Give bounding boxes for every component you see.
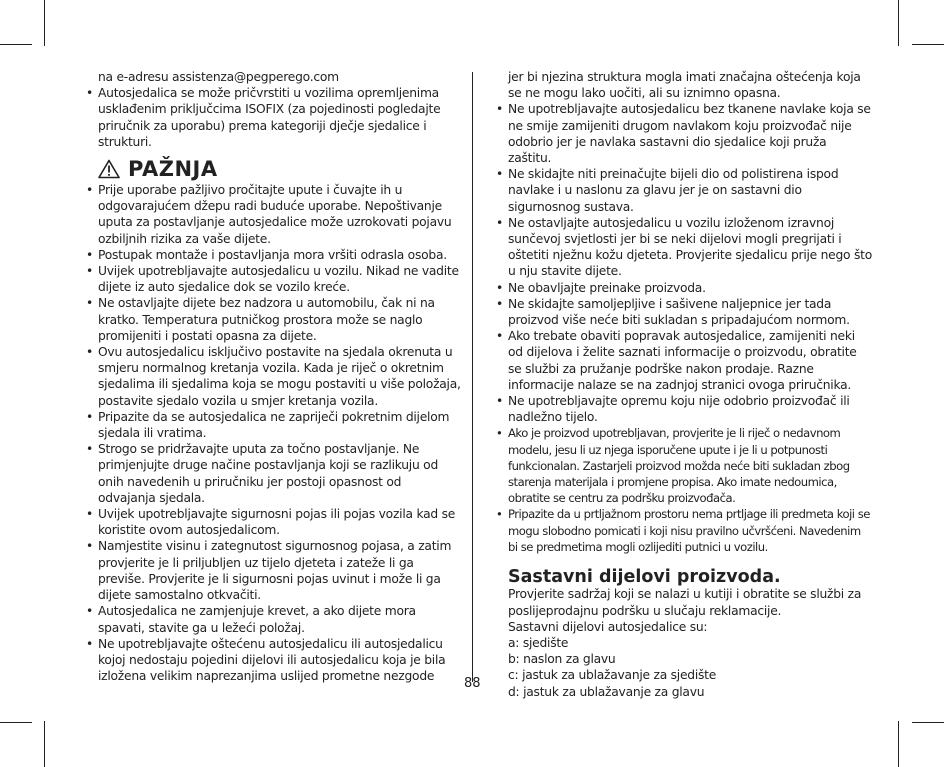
warning-triangle-icon [98, 159, 120, 179]
intro-list [86, 85, 462, 150]
list-item: • Ako je proizvod upotrebljavan, provjerite je li riječ o nedavnom modelu, jesu li uz njega isporučene upute i je li u potpunosti funkcionalan. Zastarjeli proizvod možda neće biti sukladan zbog starenja materijala i promjene propisa. Ako imate nedoumica, obratite se centru za podršku proizvođača. [496, 425, 872, 506]
crop-mark [0, 722, 32, 723]
list-item: • Ne upotrebljavajte autosjedalicu bez tkanene navlake koja se ne smije zamijeniti drugom navlakom koju proizvođač nije odobrio jer je navlaka sastavni dio sjedalice koji pruža zaštitu. [496, 101, 872, 166]
page-number: 88 [464, 676, 481, 691]
warning-list-continued [496, 101, 872, 555]
list-item: • Ne upotrebljavajte oštećenu autosjedalicu ili autosjedalicu kojoj nedostaju pojedini dijelovi ili autosjedalicu koja je bila izložena velikim naprezanjima uslijed prometne nezgode [86, 636, 462, 685]
list-item: • Ovu autosjedalicu isključivo postavite na sjedala okrenuta u smjeru normalnog kretanja vozila. Kada je riječ o okretnim sjedalima ili sjedalima koja se mogu postaviti u više položaja, postavite sjedalo vozila u smjer kretanja vozila. [86, 344, 462, 409]
list-item: • Prije uporabe pažljivo pročitajte upute i čuvajte ih u odgovarajućem džepu radi buduće uporabe. Nepoštivanje uputa za postavljanje autosjedalice može uzrokovati pojavu ozbiljnih rizika za vaše dijete. [86, 182, 462, 247]
right-column [496, 69, 872, 700]
list-item: • Ne obavljajte preinake proizvoda. [496, 280, 872, 296]
list-item: • Ne skidajte samoljepljive i sašivene naljepnice jer tada proizvod više neće biti sukladan s pripadajućom normom. [496, 296, 872, 328]
section-title: Sastavni dijelovi proizvoda. [508, 567, 781, 588]
intro-line: na e-adresu assistenza@pegperego.com [98, 70, 339, 84]
section-line: d: jastuk za ublažavanje za glavu [508, 684, 705, 699]
list-item: • Ako trebate obaviti popravak autosjedalice, zamijeniti neki od dijelova i želite saznati informacije o proizvodu, obratite se službi za pružanje podrške nakon prodaje. Razne informacije nalaze se na zadnjoj stranici ovoga priručnika. [496, 328, 872, 393]
warning-heading [98, 156, 462, 181]
crop-mark [912, 722, 944, 723]
crop-mark [898, 0, 899, 46]
crop-mark [0, 44, 32, 45]
list-item: • Ne ostavljajte dijete bez nadzora u automobilu, čak ni na kratko. Temperatura putničkog prostora može se naglo promijeniti i postati opasna za dijete. [86, 295, 462, 344]
section-body [496, 586, 872, 699]
list-item: • Namjestite visinu i zategnutost sigurnosnog pojasa, a zatim provjerite je li priljubljen uz tijelo djeteta i zateže li ga previše. Provjerite je li sigurnosni pojas uvinut i može li ga dijete samostalno otkvačiti. [86, 538, 462, 603]
list-item: • Autosjedalica ne zamjenjuje krevet, a ako dijete mora spavati, stavite ga u ležeći položaj. [86, 603, 462, 635]
section-line: a: sjedište [508, 635, 569, 650]
continuation-text: jer bi njezina struktura mogla imati značajna oštećenja koja se ne mogu lako uočiti, ali su iznimno opasna. [508, 70, 861, 101]
warning-title: PAŽNJA [128, 156, 218, 181]
column-divider [472, 72, 473, 682]
list-item: • Pripazite da se autosjedalica ne zapriječi pokretnim dijelom sjedala ili vratima. [86, 409, 462, 441]
list-item: • Uvijek upotrebljavajte autosjedalicu u vozilu. Nikad ne vadite dijete iz auto sjedalice dok se vozilo kreće. [86, 263, 462, 295]
section-line: c: jastuk za ublažavanje za sjedište [508, 668, 717, 683]
crop-mark [44, 721, 45, 767]
list-item: • Strogo se pridržavajte uputa za točno postavljanje. Ne primjenjujte druge načine postavljanja koji se razlikuju od onih navedenih u priručniku jer postoji opasnost od odvajanja sjedala. [86, 441, 462, 506]
list-item: • Uvijek upotrebljavajte sigurnosni pojas ili pojas vozila kad se koristite ovom autosjedalicom. [86, 506, 462, 538]
section-line: b: naslon za glavu [508, 652, 616, 667]
section-line: Provjerite sadržaj koji se nalazi u kutiji i obratite se službi za poslijeprodajnu podršku u slučaju reklamacije. [508, 587, 862, 618]
list-item: • Ne skidajte niti preinačujte bijeli dio od polistirena ispod navlake i u naslonu za glavu jer je on sastavni dio sigurnosnog sustava. [496, 166, 872, 215]
list-item: • Autosjedalica se može pričvrstiti u vozilima opremljenima usklađenim priključcima ISOFIX (za pojedinosti pogledajte priručnik za uporabu) prema kategoriji dječje sjedalice i strukturi. [86, 85, 462, 150]
crop-mark [912, 44, 944, 45]
left-column [86, 69, 462, 684]
crop-mark [44, 0, 45, 46]
list-item: • Ne ostavljajte autosjedalicu u vozilu izloženom izravnoj sunčevoj svjetlosti jer bi se neki dijelovi mogli pregrijati i oštetiti nježnu kožu djeteta. Provjerite sjedalicu prije nego što u nju stavite dijete. [496, 215, 872, 280]
list-item: • Postupak montaže i postavljanja mora vršiti odrasla osoba. [86, 247, 462, 263]
section-line: Sastavni dijelovi autosjedalice su: [508, 619, 708, 634]
list-item: • Ne upotrebljavajte opremu koju nije odobrio proizvođač ili nadležno tijelo. [496, 393, 872, 425]
warning-list [86, 182, 462, 684]
list-item: • Pripazite da u prtljažnom prostoru nema prtljage ili predmeta koji se mogu slobodno pomicati i koji nisu pravilno učvršćeni. Navedenim bi se predmetima mogli ozlijediti putnici u vozilu. [496, 506, 872, 555]
crop-mark [898, 721, 899, 767]
